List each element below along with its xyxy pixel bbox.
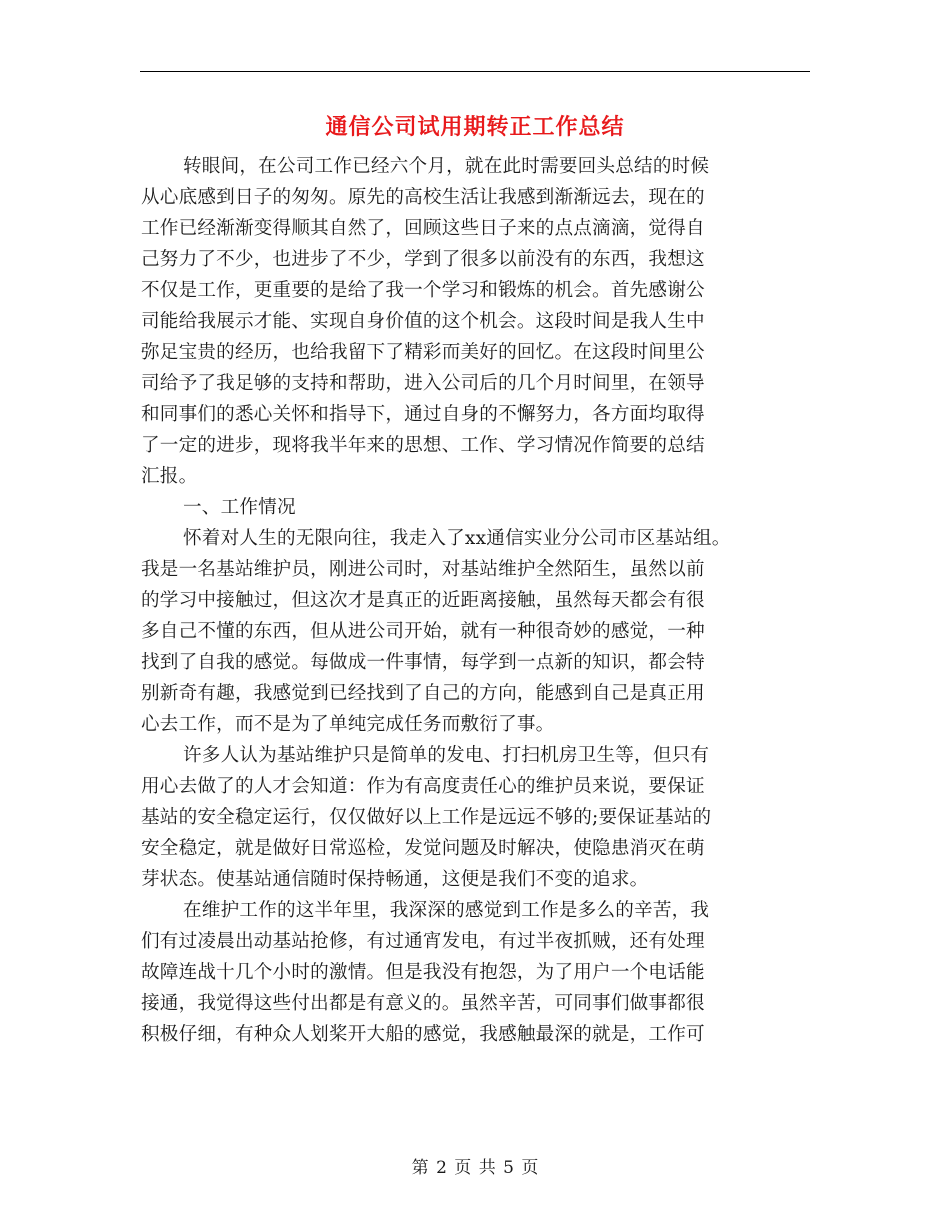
text-line: 弥足宝贵的经历，也给我留下了精彩而美好的回忆。在这段时间里公 <box>141 342 705 363</box>
text-line: 积极仔细，有种众人划桨开大船的感觉，我感触最深的就是，工作可 <box>141 1024 705 1045</box>
text-line: 别新奇有趣，我感觉到已经找到了自己的方向，能感到自己是真正用 <box>141 683 705 704</box>
text-line: 芽状态。使基站通信随时保持畅通，这便是我们不变的追求。 <box>141 869 649 890</box>
text-line: 安全稳定，就是做好日常巡检，发觉问题及时解决，使隐患消灭在萌 <box>141 838 705 859</box>
text-line: 基站的安全稳定运行，仅仅做好以上工作是远远不够的;要保证基站的 <box>141 807 712 828</box>
text-line: 在维护工作的这半年里，我深深的感觉到工作是多么的辛苦，我 <box>183 900 710 921</box>
text-line: 了一定的进步，现将我半年来的思想、工作、学习情况作简要的总结 <box>141 435 705 456</box>
text-line: 故障连战十几个小时的激情。但是我没有抱怨，为了用户一个电话能 <box>141 962 705 983</box>
text-line: 己努力了不少，也进步了不少，学到了很多以前没有的东西，我想这 <box>141 249 705 270</box>
document-body <box>141 151 821 1050</box>
text-line: 不仅是工作，更重要的是给了我一个学习和锻炼的机会。首先感谢公 <box>141 280 705 301</box>
page-footer: 第 2 页 共 5 页 <box>411 1158 539 1178</box>
text-line: 从心底感到日子的匆匆。原先的高校生活让我感到渐渐远去，现在的 <box>141 187 705 208</box>
text-line: 多自己不懂的东西，但从进公司开始，就有一种很奇妙的感觉，一种 <box>141 621 705 642</box>
text-line: 工作已经渐渐变得顺其自然了，回顾这些日子来的点点滴滴，觉得自 <box>141 218 705 239</box>
document-title: 通信公司试用期转正工作总结 <box>325 115 625 140</box>
text-line: 许多人认为基站维护只是简单的发电、打扫机房卫生等，但只有 <box>183 745 710 766</box>
text-line: 接通，我觉得这些付出都是有意义的。虽然辛苦，可同事们做事都很 <box>141 993 705 1014</box>
text-line: 汇报。 <box>141 466 198 487</box>
text-line: 们有过凌晨出动基站抢修，有过通宵发电，有过半夜抓贼，还有处理 <box>141 931 705 952</box>
text-line: 司给予了我足够的支持和帮助，进入公司后的几个月时间里，在领导 <box>141 373 705 394</box>
text-line: 心去工作，而不是为了单纯完成任务而敷衍了事。 <box>141 714 555 735</box>
text-line: 用心去做了的人才会知道：作为有高度责任心的维护员来说，要保证 <box>141 776 705 797</box>
text-line: 的学习中接触过，但这次才是真正的近距离接触，虽然每天都会有很 <box>141 590 705 611</box>
text-line: 我是一名基站维护员，刚进公司时，对基站维护全然陌生，虽然以前 <box>141 559 705 580</box>
text-line: 找到了自我的感觉。每做成一件事情，每学到一点新的知识，都会特 <box>141 652 705 673</box>
text-line: 怀着对人生的无限向往，我走入了xx通信实业分公司市区基站组。 <box>183 528 731 549</box>
header-rule <box>140 71 810 72</box>
text-line: 一、工作情况 <box>183 497 296 518</box>
text-line: 和同事们的悉心关怀和指导下，通过自身的不懈努力，各方面均取得 <box>141 404 705 425</box>
text-line: 司能给我展示才能、实现自身价值的这个机会。这段时间是我人生中 <box>141 311 705 332</box>
text-line: 转眼间，在公司工作已经六个月，就在此时需要回头总结的时候 <box>183 156 710 177</box>
